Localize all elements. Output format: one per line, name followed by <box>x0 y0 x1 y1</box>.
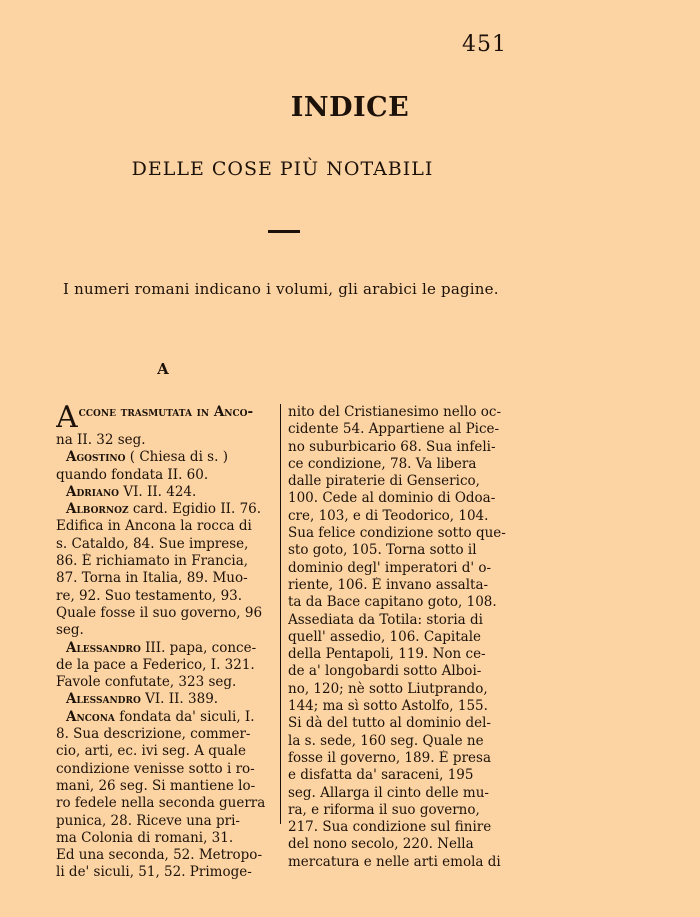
entry-head-word: Agostino <box>66 449 126 466</box>
index-line: Quale fosse il suo governo, 96 <box>56 604 263 621</box>
entry-text: card. Egidio II. 76. <box>128 501 262 518</box>
first-entry-line <box>56 404 274 432</box>
index-line: ce condizione, 78. Va libera <box>288 455 477 472</box>
index-line: 217. Sua condizione sul finire <box>288 819 492 836</box>
entry-text: VI. II. 389. <box>140 691 219 708</box>
right-column <box>288 404 514 871</box>
index-line: Favole confutate, 323 seg. <box>56 674 237 691</box>
index-line <box>56 640 274 657</box>
index-subtitle: DELLE COSE PIÙ NOTABILI <box>131 158 434 180</box>
entry-text: ( Chiesa di s. ) <box>125 449 228 466</box>
index-line: della Pentapoli, 119. Non ce- <box>288 646 486 663</box>
divider-rule <box>268 230 300 233</box>
index-line: la s. sede, 160 seg. Quale ne <box>288 732 484 749</box>
explanatory-note: I numeri romani indicano i volumi, gli arabici le pagine. <box>63 280 499 298</box>
index-line: riente, 106. È invano assalta- <box>288 576 489 593</box>
index-line: 8. Sua descrizione, commer- <box>56 726 251 743</box>
drop-cap: A <box>56 404 78 432</box>
entry-text: VI. II. 424. <box>119 483 197 500</box>
index-line: sto goto, 105. Torna sotto il <box>288 542 477 559</box>
index-line: no suburbicario 68. Sua infeli- <box>288 438 496 455</box>
first-line-text: ccone trasmutata in Anco- <box>78 404 254 420</box>
index-line: de a' longobardi sotto Alboi- <box>288 663 482 680</box>
index-line: 144; ma sì sotto Astolfo, 155. <box>288 698 488 715</box>
index-line: s. Cataldo, 84. Sue imprese, <box>56 535 249 552</box>
index-line: punica, 28. Riceve una pri- <box>56 812 240 829</box>
index-line: ma Colonia di romani, 31. <box>56 829 234 846</box>
index-line: e disfatta da' saraceni, 195 <box>288 767 474 784</box>
index-line: seg. Allarga il cinto delle mu- <box>288 784 489 801</box>
index-line <box>56 501 274 518</box>
index-line: Edifica in Ancona la rocca di <box>56 518 252 535</box>
index-line: ra, e riforma il suo governo, <box>288 801 480 818</box>
index-line: seg. <box>56 622 84 639</box>
index-line: dominio degl' imperatori d' o- <box>288 559 492 576</box>
index-line: ta da Bace capitano goto, 108. <box>288 594 497 611</box>
index-line: dalle piraterie di Genserico, <box>288 473 480 490</box>
index-line: 87. Torna in Italia, 89. Muo- <box>56 570 248 587</box>
index-line: na II. 32 seg. <box>56 432 146 448</box>
index-line: condizione venisse sotto i ro- <box>56 760 255 777</box>
column-divider <box>280 404 281 824</box>
index-line <box>56 484 274 501</box>
index-line: no, 120; nè sotto Liutprando, <box>288 680 488 697</box>
index-line: cidente 54. Appartiene al Pice- <box>288 421 500 438</box>
index-line: quell' assedio, 106. Capitale <box>288 628 481 645</box>
index-line: cio, arti, ec. ivi seg. A quale <box>56 743 246 760</box>
index-line: 100. Cede al dominio di Odoa- <box>288 490 496 507</box>
entry-head-word: Albornoz <box>66 501 129 518</box>
entry-head-word: Alessandro <box>66 691 141 708</box>
index-line: del nono secolo, 220. Nella <box>288 836 474 853</box>
index-line: mani, 26 seg. Si mantiene lo- <box>56 777 256 794</box>
entry-text: fondata da' siculi, I. <box>114 708 255 725</box>
index-line <box>56 691 274 708</box>
left-column <box>56 404 274 882</box>
entry-head-word: Adriano <box>66 483 120 500</box>
index-line: cre, 103, e di Teodorico, 104. <box>288 507 489 524</box>
index-line: nito del Cristianesimo nello oc- <box>288 404 502 420</box>
index-line: Ed una seconda, 52. Metropo- <box>56 847 263 864</box>
index-line: ro fedele nella seconda guerra <box>56 795 266 812</box>
index-line <box>56 709 274 726</box>
index-title: INDICE <box>290 92 410 123</box>
index-line: 86. È richiamato in Francia, <box>56 553 249 570</box>
index-line: Assediata da Totila: storia di <box>288 611 483 628</box>
index-line: li de' siculi, 51, 52. Primoge- <box>56 864 252 881</box>
page-number: 451 <box>462 32 507 57</box>
index-line: Sua felice condizione sotto que- <box>288 525 506 542</box>
index-line: mercatura e nelle arti emola di <box>288 853 501 870</box>
entry-text: III. papa, conce- <box>140 639 257 656</box>
index-line: de la pace a Federico, I. 321. <box>56 656 255 673</box>
index-line: re, 92. Suo testamento, 93. <box>56 587 243 604</box>
section-letter-a: A <box>157 360 169 378</box>
entry-head-word: Ancona <box>66 708 115 725</box>
index-line: fosse il governo, 189. È presa <box>288 749 491 766</box>
index-line: quando fondata II. 60. <box>56 466 209 483</box>
index-line <box>56 449 274 466</box>
entry-head-word: Alessandro <box>66 639 141 656</box>
index-line: Si dà del tutto al dominio del- <box>288 715 491 732</box>
